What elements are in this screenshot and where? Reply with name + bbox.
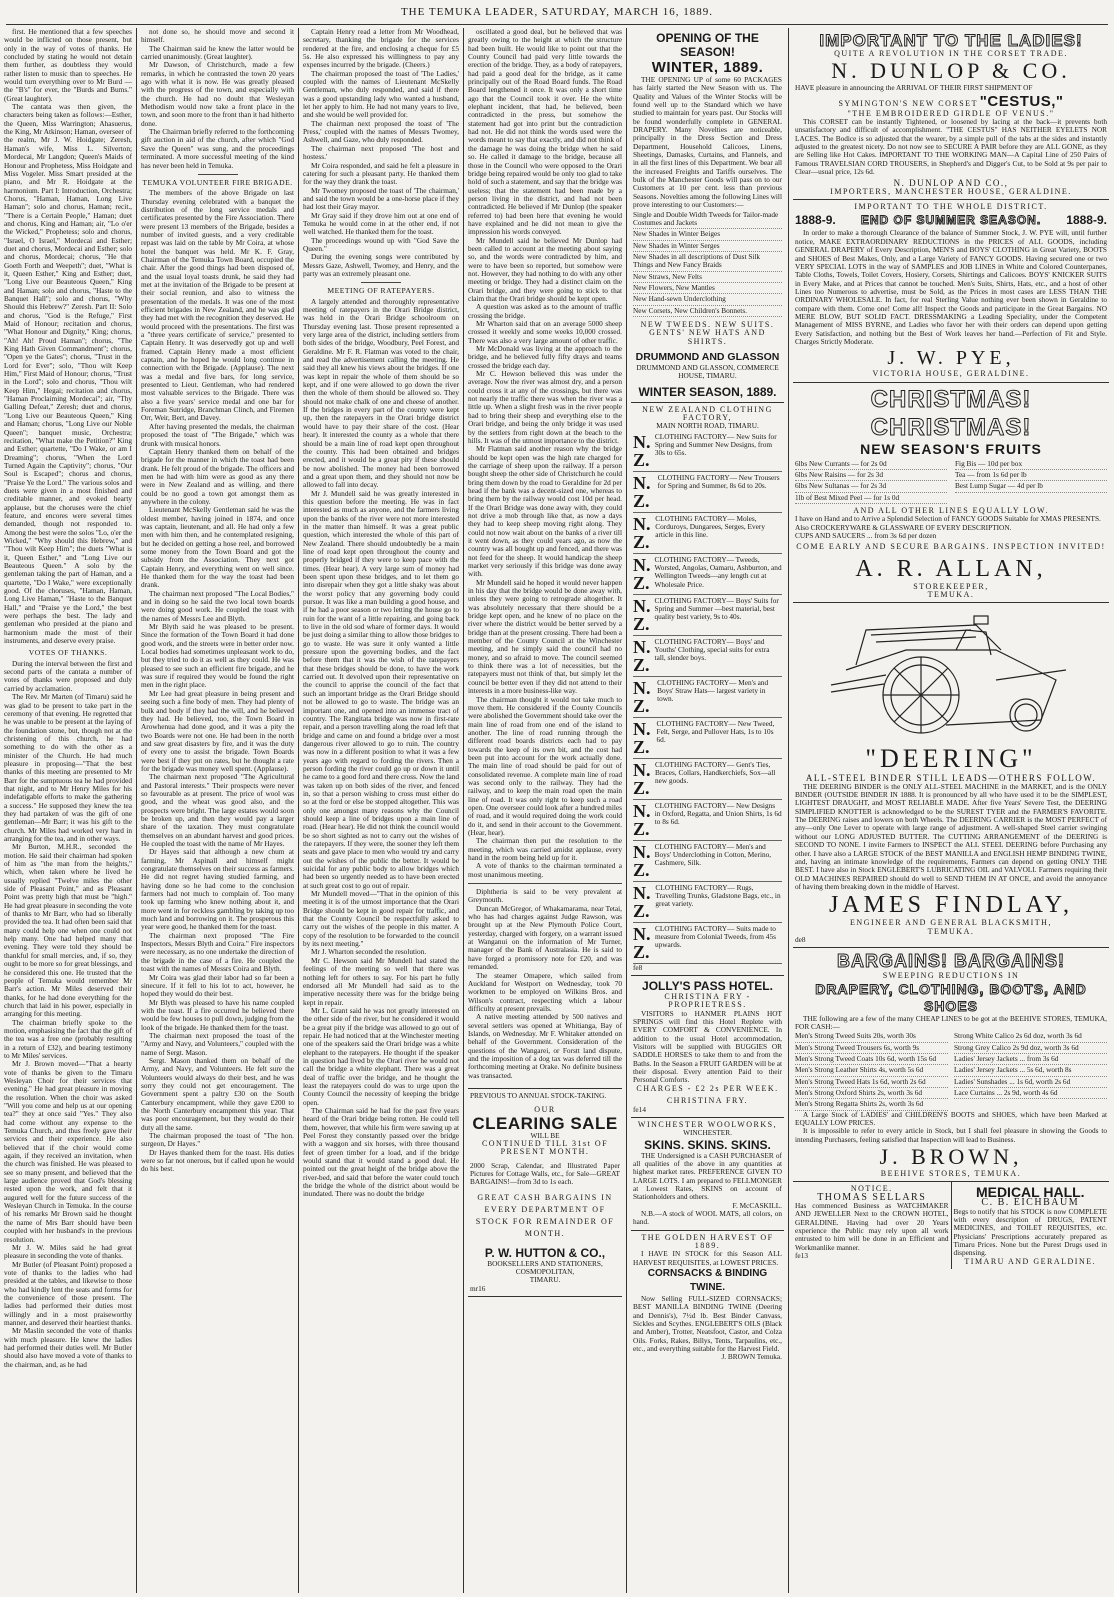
price-column	[955, 459, 1107, 504]
paragraph: Mr Twomey proposed the toast of 'The chairman,' and said the town would be a one-horse place if they had lost their Gray mayor.	[303, 185, 459, 212]
ad-title: JOLLY'S PASS HOTEL.	[642, 979, 773, 994]
price-column	[795, 1031, 948, 1110]
paragraph: The chairman next proposed "The Fire Inspectors, Messrs Blyth and Coira." Fire inspectors were necessary, as no one undertake the direction of the brigade in the case of a fire. He coupled the toast with the names of Messrs Coira and Blyth.	[141, 930, 294, 974]
price-row: Men's Strong Oxford Shirts 2s, worth 3s 6d	[795, 1088, 948, 1099]
ad-title: IMPORTANT TO THE LADIES!	[819, 31, 1083, 50]
ad-title: NOTICE.	[850, 1184, 893, 1194]
allan-christmas-ad	[793, 382, 1109, 603]
paragraph: The Chairman said he knew the latter would be carried unanimously. (Great laughter).	[141, 43, 294, 62]
advertiser-name: JAMES FINDLAY,	[828, 892, 1074, 919]
paragraph: The Chairman briefly referred to the forthcoming gift auction in aid of the church, after which "God Save the Queen" was sung, and the proceedings terminated. A more successful meeting of the kind has never been held in Temuka.	[141, 127, 294, 170]
paragraph: During the interval between the first and second parts of the cantata a number of votes of thanks were proposed and duly carried by acclamation.	[4, 658, 132, 693]
factory-item: N. Z. CLOTHING FACTORY— Boys' Suits for Spring and Summer —best material, best quality best variety, 9s to 40s.	[633, 595, 782, 636]
paragraph: Mr Blyth was pleased to have his name coupled with the toast. If a fire occurred he believed there would be few houses to pull down, judging from the look of the brigade. He thanked them for the toast.	[141, 997, 294, 1032]
paragraph: Lieutenant McSkelly Gentleman said he was the oldest member, having joined in 1874, and once was captain, lieutenant, and all. He had only a few men with him then, and he contemplated resigning, but he decided on getting a hose reel, and borrowed some money from the Town Board and got the subsidy from the Association. They next got Captain Henry, and everything went on well since. He thanked them for the way the toast had been drank.	[141, 505, 294, 590]
price-row: Ladies' Sunshades ... 1s 6d, worth 2s 6d	[954, 1077, 1107, 1088]
advertiser-name: P. W. HUTTON & CO.,	[484, 1245, 606, 1260]
ad-body: It is impossible to refer to every article in Stock, but I shall feel pleasure in showing the Goods to intending Purchasers, feeling satisfied that Inspection will lead to Business.	[795, 1126, 1107, 1144]
paragraph: Captain Henry read a letter from Mr Woodhead, secretary, thanking the brigade for the services rendered at the fire, and enclosing a cheque for £5 5s. He also expressed his willingness to pay any expenses incurred by the brigade. (Cheers.)	[303, 28, 459, 70]
paragraph: A vote of thanks to the chairman terminated a most unanimous meeting.	[468, 861, 622, 879]
column-rule	[626, 28, 627, 1593]
ad-body: This CORSET can be instantly Tightened, or loosened by lacing at the back—it prevents both unsatisfactory and difficult of accomplishment. "THE CESTUS" HAS NEITHER EYELETS NOR LACES. The Bodice is so adjusted that the wearer, by a simple pull of the tabs at the sides and instantly adjusted to the greatest nicety. Do not now see to SECURE A PAIR before they are ALL GONE, as they are Selling like Hot Cakes. IMPORTANT TO THE WORKING MAN—A Capital Line of 250 Pairs of Famous TRAVELSIAN CORD TROUSERS, in Shepherd's and Digger's Cut, to be Sold at 9s per pair to Clear—usual price, 12s 6d.	[795, 117, 1107, 177]
section-heading: TEMUKA VOLUNTEER FIRE BRIGADE.	[142, 177, 293, 187]
ad-title: MEDICAL HALL.	[975, 1184, 1085, 1201]
paragraph: The chairman thought it would not take much to move them. He considered if the County Councils were abolished the Government should take over the main line of road from one end of the island to another. The line of road running through the different road boards districts each had to pay towards the keep of its own bit, and the cost had been put into account for the work actually done. The main line of road should be paid for out of consolidated revenue. A complete main line of road was second only to the railway. They had the railway, and to keep the main road open the main line of road. It was only right to keep such a road open. One overseer could look after a hundred miles of road, and it would required doing the work could do it, and send in their account to the Government. (Hear, hear).	[468, 694, 622, 837]
column-rule	[788, 28, 789, 1593]
ad-line: GREAT CASH BARGAINS IN EVERY DEPARTMENT OF STOCK FOR REMAINDER OF MONTH.	[475, 1192, 615, 1238]
factory-item: N. Z. CLOTHING FACTORY— Men's and Boys' Underclothing in Cotton, Merino, Cashmere, Silk.	[633, 841, 782, 882]
paragraph: Mr Mundell said he believed Mr Dunlop had been called to account at the meeting about saying so, and the words were contradicted by him, and were to have been so reported, but somehow were not. However, they had nothing to do with any other meeting or bridge. They had a distinct claim on the Orari bridge, and they were going to stick to that claim that the Orari bridge should be kept open.	[468, 235, 622, 303]
ad-line: STOREKEEPER,	[913, 581, 989, 591]
list-item: New Flowers, New Mantles	[633, 283, 782, 294]
ad-line: IMPORTERS, MANCHESTER HOUSE, GERALDINE.	[830, 186, 1072, 196]
ad-line: ALL-STEEL BINDER STILL LEADS—OTHERS FOLLOW.	[805, 773, 1097, 784]
paragraph: Mr Lee had great pleasure in being present and seeing such a fine body of men. They had plenty of bulk and body if they had the will, and he believed they had. He believed, too, the Town Board in Arowhenua had done good, and it was a pity the two Boards were not one. He had been in the north and saw great disasters by fire, and it was the duty of every one to assist the brigade. Town Boards were best if they put on rates, but he thought a rate for the brigade was money well spent. (Applause).	[141, 688, 294, 773]
ad-title: THE GOLDEN HARVEST OF 1889.	[641, 1232, 774, 1250]
section-heading: VOTES OF THANKS.	[28, 648, 108, 658]
price-column	[954, 1031, 1107, 1110]
price-row: 1lb of Best Mixed Peel — for 1s 0d	[795, 493, 947, 504]
ad-body: VISITORS to HANMER PLAINS HOT SPRINGS will find this Hotel Replete with EVERY COMFORT & CONVENIENCE. In addition to the usual Hotel accommodation, Visitors will be supplied with BUGGIES OR SADDLE HORSES to take them to and from the Baths. In the Season a FRUIT GARDEN will be at their disposal. Every attention Paid to their Personal Comforts.	[633, 1008, 782, 1085]
ad-line: TIMARU.	[529, 1275, 561, 1285]
masthead-rule	[6, 24, 1108, 25]
ad-body: Begs to notify that his STOCK is now COMPLETE with every description of DRUGS, PATENT MEDICINES, and TOILET REQUISITES, etc. Physicians' Prescriptions accurately prepared as Timaru Prices. None but the Purest Drugs used in dispensing.	[953, 1206, 1107, 1258]
ad-body: I HAVE IN STOCK for this Season ALL HARVEST REQUISITES, at LOWEST PRICES.	[633, 1249, 782, 1267]
paragraph: not done so, he should move and second it himself.	[141, 28, 294, 45]
price-row: Lace Curtains ... 2s 9d, worth 4s 6d	[954, 1088, 1107, 1099]
paragraph: The chairman next proposed the toast of 'The Press,' coupled with the names of Messrs Twomey, Ashwell, and Gaze, who duly responded.	[303, 118, 459, 145]
ad-line: CHRISTINA FRY.	[666, 1096, 749, 1106]
factory-item: N. Z. CLOTHING FACTORY— Gent's Ties, Braces, Collars, Handkerchiefs, Sox—all new goods.	[633, 759, 782, 800]
ad-code: fe8	[633, 962, 643, 972]
paragraph: oscillated a good deal, but he believed that was greatly owing to the height at which the structure had been built. He would like to point out that the County Council had paid very little towards the erection of the bridge. They, as a body of ratepayers, had paid a good deal for the bridge, as it came principally out of the Road Board funds. The Road Board lengthened it once. It was only a short time ago that the Council took it over. He the white elephant incident, that had, he believed, been contradicted in the press, but somehow the statement had got into print but the contradiction had not. He did not think the words used were the words meant to say that exactly, and did not think of the damage he was doing the bridge when he said so. He called it damage to the bridge, because all those in the Council who were opposed to the Orari bridge being repaired would be only too glad to take hold of such a statement, and say that the bridge was useless; that the statement had been made by a person living in the district, and had not been contradicted. He believed if Mr Dunlop (the speaker referred to) had been here that evening he would have explained and he did not mean to give the impression his words conveyed.	[468, 28, 622, 237]
ad-line: AND ALL OTHER LINES EQUALLY LOW.	[853, 506, 1049, 515]
price-row: Strong White Calico 2s 6d doz, worth 3s 6d	[954, 1031, 1107, 1042]
advertiser-name: DRUMMOND AND GLASSON	[635, 350, 780, 363]
ad-line: WILL BE	[530, 1130, 560, 1140]
advertiser-name: C. B. EICHBAUM	[981, 1197, 1080, 1209]
price-row: Men's Strong Tweed Suits 20s, worth 30s	[795, 1031, 948, 1042]
ad-body: A Large Stock of LADIES' and CHILDREN'S BOOTS and SHOES, which have been Marked at EQUALLY LOW PRICES.	[795, 1109, 1107, 1128]
reaper-binder-illustration	[826, 610, 1076, 740]
news-item: Diphtheria is said to be very prevalent at Greymouth.	[468, 887, 622, 905]
ad-code: fe13	[795, 1251, 808, 1261]
paragraph: The chairman next proposed 'The host and hostess.'	[303, 143, 459, 162]
advertiser-name: J. BROWN,	[879, 1144, 1023, 1170]
factory-item: N. Z. CLOTHING FACTORY— Rugs, Travelling Trunks, Gladstone Bags, etc., in great variety.	[633, 882, 781, 921]
novelty-list	[633, 210, 782, 317]
paragraph: The Chairman said he had for the past five years heard of the Orari bridge being rotten. He could tell them, however, that while his firm were sawing up at Peel Forest they constantly passed over the bridge with a waggon and six horses, with three thousand feet of green timber for a load, and if the bridge would stand that it would stand a good deal. He pointed out the great height of the bridge above the river-bed, and said that before the water could touch the bridge the whole of the district about would be inundated. There was no doubt the bridge	[303, 1106, 459, 1199]
list-item: New Corsets, New Children's Bonnets.	[633, 306, 782, 317]
paragraph: The chairman next proposed the toast of the "Army and Navy, and Volunteers," coupled with the name of Sergt. Mason.	[141, 1030, 294, 1057]
ad-line: TEMUKA.	[927, 926, 975, 936]
ad-line: SWEEPING REDUCTIONS IN	[882, 971, 1020, 981]
price-row: Tea — from 1s 6d per lb	[955, 470, 1107, 481]
column-rule	[463, 28, 464, 1593]
paragraph: Mr Wharton said that on an average 5000 sheep crossed it weekly and some weeks 10,000 crossed. There was also a very large amount of other traffic.	[468, 319, 622, 345]
price-row: Men's Strong Tweed Hats 1s 6d, worth 2s 6d	[795, 1077, 948, 1088]
ad-code: de8	[795, 934, 806, 944]
price-row: Best Lump Sugar — 4d per lb	[955, 481, 1107, 492]
ad-body: THE following are a few of the many CHEAP LINES to be got at the BEEHIVE STORES, TEMUKA, FOR CASH:—	[795, 1013, 1107, 1031]
ad-line: CHRISTINA FRY - PROPRIETRESS.	[664, 992, 751, 1010]
ad-line: 2000 Scrap, Calendar, and Illustrated Paper Pictures for Cottage Walls, etc., for Sale—GREAT BARGAINS!—from 3d to 1s each.	[470, 1160, 620, 1187]
woolworks-ad	[631, 1117, 784, 1230]
ad-line: "THE EMBROIDERED GIRDLE OF VENUS."	[847, 108, 1055, 118]
list-item: New Shades in Winter Beiges	[633, 229, 782, 240]
price-row: Men's Strong Tweed Trousers 6s, worth 9s	[795, 1043, 948, 1054]
ad-title: WINTER SEASON, 1889.	[638, 384, 777, 399]
divider	[468, 883, 622, 884]
ad-title: "DEERING"	[865, 744, 1037, 774]
factory-item: N. Z. CLOTHING FACTORY— New Trousers for Spring and Summer, 8s 6d to 20s.	[633, 472, 782, 513]
price-row: Men's Strong Leather Shirts 4s, worth 5s 6d	[795, 1065, 948, 1076]
paragraph: After having presented the medals, the chairman proposed the toast of "The Brigade," which was drunk with musical honors.	[141, 421, 294, 448]
column-rule	[136, 28, 137, 1593]
paragraph: Mr L. Grant said he was not greatly interested on the other side of the river, but he considered it would be a great pity if the bridge was allowed to go out of repair. He had noticed that at the Winchester meeting one of the speakers said the Orari bridge was a white elephant to the ratepayers. He thought if the speaker in question had lived by the Orari river he would not call the bridge a white elephant. There was a great deal of traffic over the bridge, and he thought the least the ratepayers could do was to urge upon the County Council the necessity of keeping the bridge open.	[303, 1005, 459, 1107]
paragraph: Mr Flatman said another reason why the bridge should be kept open was the high rate charged for the carriage of sheep upon the railway. If a person bought sheep the other side of Christchurch he could bring them down by the road to Geraldine for 2d per head if the bank was a decent-sized one, whereas to bring them by the railway would cost 10d per head. If the Orari Bridge was done away with, they could not drive a mob through like that, as now a days they had to keep sheep moving right along. They could not now wait about on the banks of a river till it went down, as they could years ago, as now the country was all bought up and fenced, and there was not feed for the sheep. It would handicap the sheep market very seriously if this bridge was done away with.	[468, 444, 622, 579]
paragraph: Mr Blyth said he was pleased to be present. Since the formation of the Town Board it had done good work, and the streets were in better order now. Local bodies had sometimes unpleasant work to do, but they tried to do it as well as they could. He was pleased to see such an efficient fire brigade, and he was sure if required they would be found the right men in the right place.	[141, 622, 294, 690]
paragraph: The chairman next proposed "The Agricultural and Pastoral interests." Their prospects were never so favourable as at present. The price of wool was good, and the wheat was good also, and the prospects were bright. The large estates would soon be broken up, and then they would pay a larger share of the taxation. They must congratulate themselves on an abundant harvest and good prices. He coupled the toast with the name of Mr Hayes.	[141, 772, 294, 848]
ad-line: BEEHIVE STORES, TEMUKA.	[880, 1169, 1022, 1179]
deering-binder-ad	[793, 602, 1109, 947]
factory-item: N. Z. CLOTHING FACTORY— New Designs in Oxford, Regatta, and Union Shirts, 1s 6d to 8s 6d.	[633, 800, 782, 839]
advertiser-name: N. DUNLOP & CO.	[831, 58, 1071, 84]
sellars-notice-ad	[793, 1182, 952, 1269]
paragraph: The cantata was then given, the characters being taken as follows:—Esther, the Queen, Miss Warrington; Ahasuerus, the King, Mr Atkinson; Haman, overseer of the realm, Mr J. W. Hoidgate; Zeresh, Haman's wife, Miss L. Silverton; Mordecai, Mr Langdon; Queen's Maids of Honour and Prophetess, Miss Hoidgate and Miss Vogeler. Miss Smart presided at the piano, and Mr R. Hoidgate at the harmonium. Part I: Introduction, Orchestra; Chorus, "Haman, Haman, Long Live Haman"; solo and chorus, Haman; recit., "There is a Certain People," Haman; duet and chorus, King and Haman; air, "Lo o'er the Wicked," Prophetess; solo and chorus, "Israel, O Israel," Mordecai and Esther; duet and chorus, Mordecai and Esther; solo and chorus, Mordecai; chorus, "He that Goeth Forth and Weepeth"; duet, "What is it, Queen Esther," King and Esther; duet, "Long Live our Beauteous Queen," King and Haman; solo and chorus, "Haste to the Banquet Hall"; solo and chorus, "Why Should this Hebrew?" Zeresh. Part II: Solo and chorus, "God is the Refuge," First Maid of Honour; recitation and chorus, "What Honour and Dignity," King; chorus, "Ah! Ah! Proud Haman"; chorus, "The King Hath Given Commandment"; chorus, "Open ye the Gates"; chorus, "Trust in the Lord for Ever"; solo, "Thou wilt Keep Him," First Maid of Honour; chorus, "Trust in the Lord"; solo and chorus, "Thou wilt Keep Him," Hegai; recitation and chorus, "Haman Proclaiming Mordecai"; air, "Thy Galling Defeat," Zeresh; duet and chorus, "Long Live our Beauteous Queen," King and Haman; chorus, "Long Live our Noble Queen"; banquet music, Orchestra; recitation, "What make the Petition?" King and Esther; quartette, "Do I Wake, or am I Dreaming"; chorus, "When the Lord Turned Again the Captivity"; chorus, "Our Soul is Escaped"; chorus and chorus, "Praise Ye the Lord." The various solos and duets were given in a most finished and creditable manner, and evoked hearty applause, but the choruses were the chief feature, and encores were several times demanded, though not responded to. Among the best were the solos "Lo, o'er the Wicked," "Why should this Hebrew," and "Thou wilt Keep Him"; the duets "What is it, Queen Esther," and "Long Live our Beauteous Queen." A solo by the gentleman taking the part of Haman, and a quartette, "Do I Wake," were exceptionally good. Of the choruses, "Haman, Haman, Long Live Haman," "Haste to the Banquet Hall," and "Praise ye the Lord," the best were perhaps the best. The lady and gentleman who presided at the piano and harmonium made the most of their instruments, and deserve every praise.	[4, 102, 132, 646]
jollys-hotel-ad	[631, 975, 784, 1117]
ad-title: CORNSACKS & BINDING TWINE.	[647, 1268, 768, 1293]
price-row: Ladies' Jersey Jackets ... 5s 6d, worth 8s	[954, 1065, 1107, 1076]
price-row: Ladies' Jersey Jackets ... from 3s 6d	[954, 1054, 1107, 1065]
ad-line: SYMINGTON'S NEW CORSET "CESTUS,"	[838, 92, 1064, 110]
harvest-ad	[631, 1230, 784, 1365]
ad-title: NEW SEASON'S FRUITS	[860, 440, 1042, 457]
price-row: Men's Strong Regatta Shirts 2s, worth 3s 6d	[795, 1099, 948, 1110]
factory-item: N. Z. CLOTHING FACTORY— Boys' and Youths' Clothing, special suits for extra tall, slender boys.	[633, 636, 782, 677]
clearing-sale-ad	[468, 1088, 622, 1297]
ad-line: MAIN NORTH ROAD, TIMARU.	[656, 421, 759, 431]
ad-line: VICTORIA HOUSE, GERALDINE.	[872, 369, 1030, 379]
ad-line: CONTINUED TILL 31st OF PRESENT MONTH.	[481, 1139, 609, 1157]
ad-line: Also CROCKERYWARE & GLASSWARE OF EVERY DESCRIPTION.	[795, 522, 1012, 532]
paragraph: A question was asked as to the amount of traffic crossing the bridge.	[468, 302, 622, 320]
ad-body: Has commenced Business as WATCHMAKER AND JEWELLER Next to the CROWN HOTEL, GERALDINE. Having had over 20 Years experience the Public may rely upon all work entrusted to him will be done in an Efficient and Workmanlike manner.	[795, 1201, 949, 1252]
ad-line: F. McCASKILL.	[732, 1200, 782, 1210]
ad-line: TEMUKA.	[927, 590, 975, 600]
factory-item: N. Z. CLOTHING FACTORY— New Suits for Spring and Summer New Designs, from 30s to 65s.	[633, 431, 782, 472]
list-item: New Straws, New Felts	[633, 272, 782, 283]
ad-line: PREVIOUS TO ANNUAL STOCK-TAKING.	[470, 1090, 607, 1100]
advertiser-name: A. R. ALLAN,	[855, 555, 1047, 582]
clearing-sale-title: CLEARING SALE	[472, 1113, 618, 1133]
paragraph: Mr McDonald was living at the approach to the bridge, and he believed fully fifty drays and teams crossed the bridge each day.	[468, 344, 622, 370]
masthead: THE TEMUKA LEADER, SATURDAY, MARCH 16, 1889.	[400, 6, 714, 18]
paragraph: The members of the above Brigade on last Thursday evening celebrated with a banquet the distribution of the long service medals and certificates presented by the Fire Association. There were present 13 members of the Brigade, besides a number of invited guests, and a very creditable repast was laid on the table by Mr Coira, at whose hotel the banquet was held. Mr K. F. Gray, Chairman of the Temuka Town Board, occupied the chair. After the good things had been disposed of, and the usual loyal toasts drunk, he said they had met at the invitation of the Brigade to be present at their social reunion, and also to witness the presentation of the medals. It was one of the most efficient brigades in New Zealand, and he was glad they had met with the recognition they deserved. He would proceed with the presentations. The first was a "three years certificate of service," presented to Captain Henry. It was deservedly got up and well framed. Captain Henry made a most efficient captain, and he hoped he would long continue in connection with the Brigade. (Applause). The next was a medal and five bars, for long service, presented to Lieut. Gentleman, who had rendered most valuable services to the Brigade. There was also a five years' service medal and one bar for Foreman Sutridge, Branchman Clinch, and Firemen Orr, Weir, Bert, and Davey.	[141, 188, 294, 423]
paragraph: During the evening songs were contributed by Messrs Gaze, Ashwell, Twomey, and Henry, and the party was an extremely pleasant one.	[303, 252, 459, 278]
paragraph: Mr C. Hewson said Mr Mundell had stated the feelings of the meeting so well that there was nothing left for others to say. For his part he fully endorsed all Mr Mundell had said as to the imperative necessity there was for the bridge being kept in repair.	[303, 955, 459, 1007]
paragraph: Mr C. Hewson believed this was under the average. Now the river was almost dry, and a person could cross it at any of the crossings, but there was not nearly the traffic there was when the river was a little up. When a slight fresh was in the river people had to bring their sheep and everything else to the Orari bridge, and being the only bridge it was used by the settlers from right down at the beach to the hills. It was of the utmost importance to the district.	[468, 369, 622, 445]
paragraph: Dr Hayes said that although a new chum at farming, Mr Aspinall and himself might congratulate themselves on their success as farmers. He did not regret having studied farming, and having done so he had come to the conclusion farmers had not much to complain of. Too many took up farming who knew nothing about it, and more went in for reckless gambling by taking up too much land and borrowing on it. The prosperous this year were good, he thanked them for the toast.	[141, 847, 294, 932]
column-1	[4, 28, 132, 1588]
opening-season-ad	[631, 28, 784, 402]
ad-line: COME EARLY AND SECURE BARGAINS. INSPECTION INVITED!	[796, 542, 1106, 552]
paragraph: The Rev. Mr Marten (of Timaru) said he was glad to be present to take part in the ceremony of that evening. He regretted that he was unable to be present at the laying of the foundation stone, but, though not at the christening of this church, he had something to do with the other as a minister of the Church. He had much pleasure in proposing—"That the best thanks of this meeting are presented to Mr Barr for the sumptuous tea he had provided that night, and to Mr Henry Miles for his indefatigable efforts to make the gathering a success." He supposed they knew the tea they had partaken of was the gift of one gentleman—Mr Barr; it was his gift to the church. Mr Miles had worked very hard in arranging for the tea, and in other ways.	[4, 692, 132, 843]
paragraph: Mr Mundell said he hoped it would never happen in his day that the bridge would be done away with, unless they were going to retrograde altogether. It was absolutely necessary that there should be a bridge kept open, and he knew of no place on the river where the district would be better served by a bridge than at the present crossing. There had been a member of the County Council at the Winchester meeting, and he simply said the council had no money, and so afraid to move. The council seemed to think there was a lot of necessities, but the ratepayers must not think of that, but simply let the council be better even if they did not attend to their interests in a more business-like way.	[468, 577, 622, 696]
paragraph: Mr Butler (of Pleasant Point) proposed a vote of thanks to the ladies who had presided at the tables, and likewise to those who had kindly lent the seats and forms for the convenience of those present. The ladies had performed their duties most willingly and in a most praiseworthy manner, and deserved their heartiest thanks.	[4, 1259, 132, 1327]
column-6	[793, 28, 1109, 1588]
divider	[361, 282, 401, 283]
ad-title: OPENING OF THE SEASON!	[656, 31, 759, 59]
ad-line: NEW TWEEDS. NEW SUITS. GENTS' NEW HATS AND SHIRTS.	[640, 319, 775, 346]
paragraph: The proceedings wound up with "God Save the Queen."	[303, 235, 459, 253]
list-item: New Shades in all descriptions of Dust Silk Things and New Fancy Braids	[633, 252, 782, 272]
ad-title: WINTER, 1889.	[651, 59, 764, 76]
paragraph: Mr J. W. Miles said he had great pleasure in seconding the vote of thanks.	[4, 1242, 132, 1261]
paragraph: Mr Mundell moved—"That in the opinion of this meeting it is of the utmost importance that the Orari Bridge should be kept in good repair for traffic, and that the County Council be respectfully asked to carry out the wishes of the people in this matter. A copy of the resolution to be forwarded to the council by its next meeting."	[303, 889, 459, 949]
ad-body: In order to make a thorough Clearance of the balance of Summer Stock, J. W. PYE will, until further notice, MAKE EXTRAORDINARY REDUCTIONS in the PRICES of ALL GOODS, including GENERAL DRAPERY of Every Description, MEN'S and BOYS' CLOTHING in Great Variety, BOOTS and SHOES of Best Makes, Only, and a Large Variety of FANCY GOODS. Having secured one or two VERY SPECIAL LOTS in the way of SAMPLES and JOB LINES in White and Colored Counterpanes, Table Cloths, Towels, Toilet Covers, Hosiery, Corsets, Shirtings and Calicoes. BOYS' KNICKER SUITS in Every Make, and at Prices that cannot be touched. Men's Suits, Shirts, Hats, etc., and a host of other Lines too Numerous to advertise, must be Sold, as the Prices in most cases are LESS THAN THE ORDINARY WHOLESALE. In fact, for real Sterling Value nothing ever been shown in Geraldine to compare with them. Come one! Come all! Inspect the Goods and participate in the Great Bargains. NO MERE BLOW, BUT SOLID FACT. DRESSMAKING a Leading Speciality, under the Competent Management of MISS BYRNE, and Ladies who favor her with their orders can depend upon getting Every Satisfaction, and nothing but the Best of Work leaves her hand.—Perfection of Fit and Style. Charges Strictly Moderate.	[795, 228, 1107, 346]
ad-body: THE OPENING UP of some 60 PACKAGES has fairly started the New Season with us. The Quality and Values of the Winter Stocks will be found well up to the Standard which we have studied to maintain for years past. Our Stocks will be found wonderfully complete in GENERAL DRAPERY. Many Novelties are noticeable, principally in the Dress Section and Dress Department, Household Calicoes, Linens, Sheetings, Damasks, Curtains, and Flannels, and in all the first lines of this Department. We bear all the increased Freights and Tariffs ourselves. The bulk of the Manchester Goods will pass on to our Customers at 10 per cent. less than previous Seasons. Novelties among the following Lines will prove interesting to our Customers:—	[633, 75, 782, 210]
ad-line: TIMARU AND GERALDINE.	[964, 1256, 1097, 1266]
price-row: 6lbs New Raisins — for 2s 3d	[795, 470, 947, 481]
paragraph: first. He mentioned that a few speeches would be inflicted on those present, but only in the way of votes of thanks. He concluded by stating he would not detain them further, as doubtless they would rather listen to music than to speeches. He would turn everything over to Mr Burd —the "B's" for ever, the "Burds and Bums." (Great laughter).	[4, 28, 132, 103]
factory-item: N. Z. CLOTHING FACTORY— New Tweed, Felt, Serge, and Pullover Hats, 1s to 10s 6d.	[633, 718, 782, 759]
ad-line: HAVE pleasure in announcing the ARRIVAL OF THEIR FIRST SHIPMENT OF	[795, 83, 1033, 93]
paragraph: The chairman proposed the toast of 'The Ladies,' coupled with the names of Lieutenant McSkelly Gentleman, who duly responded, and said if there was a good upstanding lady who wanted a husband, let her apply to him. He had not many years to live, and she would be well provided for.	[303, 68, 459, 120]
section-heading: MEETING OF RATEPAYERS.	[327, 286, 435, 296]
price-row: Strong Grey Calico 2s 9d doz, worth 3s 6d	[954, 1043, 1107, 1054]
ad-body: THE DEERING BINDER is the ONLY ALL-STEEL MACHINE in the MARKET, and is the ONLY BINDER (OUTSIDE BINDER IN 1888. It is pronounced by all who have used it to be the SIMPLEST, LIGHTEST DRAUGHT, and MOST RELIABLE MADE. After five Years' Severe Test, the DEERING SIMPLIFIED KNOTTER is acknowledged to be the SUREST TYER and the FARMER'S FAVORITE. The DEERING raises and lowers on both Wheels. The DEERING CARRIER is the MOST PERFECT of any—only One Lever to operate with large range of adjustment. A well-shaped Steel carrier swinging without our LONG ADJUSTED BUTTER. The CUTTING ARRANGEMENT of the DEERING is SECOND TO NONE. I invite Farmers to INSPECT the ALL STEEL DEERING before Purchasing any other. I have also a LARGE STOCK of the BEST MANILLA and ENGLISH HEMP BINDING TWINE, and, having an intimate knowledge of the requirements, Farmers can depend on getting ONLY THE BEST. I have also in Stock ENGLEBERT'S LUBRICATING OIL and VALVOLI. Farmers requiring their OLD MACHINES REPAIRED should do well to SEND THEM IN AT ONCE, and avoid the annoyance of having them breaking down in the middle of Harvest.	[795, 781, 1107, 891]
list-item: New Shades in Winter Serges	[633, 241, 782, 252]
paragraph: Mr Coira responded, and said he felt a pleasure in catering for such a pleasant party. He thanked them for the way they drank the toast.	[303, 160, 459, 187]
ad-line: DRUMMOND AND GLASSON, COMMERCE HOUSE, TIMARU.	[636, 362, 779, 381]
factory-item: N. Z. CLOTHING FACTORY— Men's and Boys' Straw Hats— largest variety in town.	[633, 677, 782, 718]
ad-title: WINCHESTER WOOLWORKS,	[637, 1119, 778, 1129]
dunlop-corset-ad	[793, 28, 1109, 199]
bargain-price-list	[795, 1031, 1107, 1110]
ad-title: SKINS. SKINS. SKINS.	[644, 1137, 771, 1152]
factory-item: N. Z. CLOTHING FACTORY— Moles, Corduroys, Dungarees, Serges, Every article in this line.	[633, 513, 782, 554]
paragraph: Mr Coira was glad their labor had so far been a sinecure. If it fell to his lot to act, however, he hoped they would do their best.	[141, 972, 294, 999]
paragraph: The chairman next proposed "The Local Bodies," and in doing so he said the two local town boards were doing good work. He coupled the toast with the names of Messrs Lee and Blyth.	[141, 588, 294, 623]
price-row: 6lbs New Sultanas — for 2s 3d	[795, 481, 947, 492]
paragraph: Mr J. Brown moved—"That a hearty vote of thanks be given to the Timaru Wesleyan Choir for their services that evening." He had great pleasure in moving the resolution. When the choir was asked "Will you come and help us at our opening tea?" they at once said "Yes." They also had come without any expense to the Temuka Church, and thus freely gave their services and their experience. He also believed that if the choir would come again, if they received an invitation, when the church was finished. He was pleased to see so many present, and believed that the large audience proved that God's blessing rested upon the work, and felt that it augured well for the future success of the Wesleyan Church in Temuka. In the course of his remarks Mr Brown said he thought the name of Mrs Barr should have been coupled with her husband's in the previous resolution.	[4, 1059, 132, 1244]
season-heading: 1888-9. END OF SUMMER SEASON. 1888-9.	[795, 213, 1107, 228]
news-item: A native meeting attended by 500 natives and several settlers was opened at Whitianga, Bay of Islands, on Wednesday. Mr F. Whitaker attended on behalf of the Government. Consideration of the questions of the Wangarei, or Forstt land dispute, and the imposition of a dog tax was deferred till the forthcoming meeting at Orake. No definite business was transacted.	[468, 1012, 622, 1080]
fruit-price-list	[795, 459, 1107, 504]
advertiser-name: N. DUNLOP AND CO.,	[893, 178, 1009, 189]
ad-line: ENGINEER AND GENERAL BLACKSMITH,	[850, 918, 1052, 928]
divider	[198, 174, 238, 175]
ad-line: CUPS AND SAUCERS ... from 3s 6d per dozen	[795, 531, 937, 541]
price-column	[795, 459, 947, 504]
ad-title: NEW ZEALAND CLOTHING FACTORY,	[642, 404, 773, 422]
ad-code: fe14	[633, 1104, 646, 1114]
paragraph: Mr Burton, M.H.R., seconded the motion. He said their chairman had spoken of him as "the man from the heights," which, when taken where he lived he usually replied "Twelve miles the other side of Pleasant Point," and as Pleasant Point was pretty high that must be "high." He had great pleasure in seconding the vote of thanks to Mr Barr, who had so liberally provided the tea. It had often been said that many could help one when one could not help many. One had helped many that evening. They were told they should be thankful for small mercies, and, if so, they ought to be more so for great blessings, and he considered this one. He trusted that the people of Temuka would remember Mr Barr's action. Mr Miles deserved their thanks, for he had done everything for the church that laid in his power, especially in arranging for this meeting.	[4, 842, 132, 1019]
ad-body: N.B.—A stock of WOOL MATS, all colors, on hand.	[633, 1208, 782, 1227]
list-item: Single and Double Width Tweeds for Tailor-made Costumes and Jackets	[633, 210, 782, 230]
advertiser-name: THOMAS SELLARS	[817, 1191, 927, 1203]
news-item: The steamer Omapere, which sailed from Auckland for Westport on Wednesday, took 70 workmen to be employed on Wilkins Bros. and Wilson's contract, respecting which a labour difficulty at present prevails.	[468, 970, 622, 1013]
ad-line: CHARGES - £2 2s PER WEEK.	[636, 1083, 779, 1093]
paragraph: Mr Gray said if they drove him out at one end of Temuka he would come in at the other end, if not well watched. He thanked them for the toast.	[303, 210, 459, 237]
ad-title: CHRISTMAS! CHRISTMAS!	[870, 385, 1032, 441]
price-row: 6lbs New Currants — for 2s 0d	[795, 459, 947, 470]
ad-line: BOOKSELLERS AND STATIONERS, COSMOPOLITAN,	[487, 1258, 603, 1277]
ad-title: IMPORTANT TO THE WHOLE DISTRICT.	[854, 202, 1048, 212]
paragraph: Dr Hayes thanked them for the toast. His duties were so far not onerous, but if called upon he would do his best.	[141, 1147, 294, 1174]
ad-body: Now Selling FULL-SIZED CORNSACKS; BEST MANILLA BINDING TWINE (Deering and Dennis's), 7½d lb. Best Binder Canvass, Sickles and Scythes. ENGLEBERT'S OILS (Black and Amber), Trotter, Neatsfoot, Castor, and Colza Oils. Forks, Rakes, Billys, Tents, Tarpaulins, etc., etc., and everything suitable for the Harvest Field.	[633, 1294, 782, 1354]
column-4	[468, 28, 622, 1588]
list-item: New Hand-sewn Underclothing	[633, 294, 782, 305]
medical-hall-ad	[952, 1182, 1110, 1269]
paragraph: Captain Henry thanked them on behalf of the brigade for the manner in which the toast had been drank. He felt proud of the brigade. The officers and men he had with him were as good as any there were in New Zealand and as willing, and there could be no good a town got amongst them as anywhere in the colony.	[141, 446, 294, 506]
ad-line: WINCHESTER.	[683, 1128, 732, 1138]
paragraph: The chairman briefly spoke to the motion, emphasising the fact that the gift of the tea was a free one (probably resulting in a return of £32), and bearing testimony to Mr Miles' services.	[4, 1017, 132, 1060]
column-2	[141, 28, 294, 1588]
ad-code: mr16	[470, 1283, 486, 1293]
ad-title: DRAPERY, CLOTHING, BOOTS, AND SHOES	[815, 980, 1087, 1014]
paragraph: Mr J. Mundell said he was greatly interested in this question before the meeting. He was in fact interested as much as anyone, and the farmers living upon the banks of the river were not more interested in the matter than himself. It was a great public question, which interested the whole of this part of New Zealand. There should undoubtedly be a main line of road kept open throughout the county and properly bridged if they were to keep pace with the times. (Hear hear). A very large sum of money had been spent upon these bridges, and to let them go into disrepair when they got a little shaky was about the worst policy that any governing body could pursue. It was like a man building a good house, and if he had a poor season or two letting the house go to ruin for the want of a little repairing, and going back to live in the old sod whare of former days. It would be just doing a similar thing to allow those bridges to go to waste. He was sure it only wanted a little pressure upon the governing bodies, and the fact before them that it was the wish of the ratepayers that these bridges should be done, to have the work carried out. It devolved upon their representative on the council to apprise the council of the fact that such an important bridge as the Orari Bridge should not be allowed to go to waste. The bridge was an important one, and opened into an immense tract of country. The Rangitata bridge was now in first-rate repair, and a person travelling along the road left that bridge and came on and found a bridge over a most dangerous river allowed to go to ruin. The country was now in a different position to what it was a few years ago with regard to fording the rivers. Then a person fording the river could go up or down it until he came to a good ford and there cross. Now the land was taken up on both sides of the river, and fenced in, so that a person wishing to cross must either do so at the ford or else be stopped altogether. This was only one amongst many reasons why the Council should keep a line of bridges upon a main line of road. (Hear hear). He did not think the council would be so short sighted as not to carry out the wishes of the ratepayers. If they were, the sooner they left them seats and gave place to men who would try and carry out the wishes of the public the better. It would be suicidal for any public body to allow bridges which had been so urgently needed as to have been erected at such great cost to go out of repair.	[303, 488, 459, 890]
bottom-ads-row	[793, 1181, 1109, 1269]
column-5	[631, 28, 784, 1588]
ad-line: J. BROWN Temuka.	[721, 1352, 782, 1362]
paragraph: Mr Dawson, of Christchurch, made a few remarks, in which he contrasted the town 20 years ago with what it is now. He was greatly pleased with the progress of the town, and especially with the church. He had no doubt that Wesleyan Methodism would now take a front place in the town, and soon more to the front than it had hitherto done.	[141, 60, 294, 128]
paragraph: Mr Maslin seconded the vote of thanks with much pleasure. He knew the ladies had performed their duties well. Mr Butler should also have moved a vote of thanks to the chairman, and, as he had	[4, 1326, 132, 1369]
ad-line: QUITE A REVOLUTION IN THE CORSET TRADE.	[834, 49, 1068, 58]
clothing-factory-ad	[631, 402, 784, 975]
ad-line: OUR	[534, 1105, 556, 1115]
price-row: Fig Bis — 10d per box	[955, 459, 1107, 470]
factory-item: N. Z. CLOTHING FACTORY— Suits made to measure from Colonial Tweeds, from 45s upwards.	[633, 923, 782, 964]
ad-title: BARGAINS! BARGAINS!	[837, 951, 1065, 972]
news-item: Duncan McGregor, of Whakamarama, near Tetai, who has had charges against Judge Rawson, was brought up at the New Plymouth Police Court, yesterday, charged with forgery, on a warrant issued at Wanganui on the information of Mr Turner, manager of the Bank of Australasia. He is said to have forged a promissory note for £20, and was remanded.	[468, 903, 622, 972]
paragraph: The chairman then put the resolution to the meeting, which was carried amidst applause, every hand in the room being held up for it.	[468, 836, 622, 863]
paragraph: The chairman proposed the toast of "The hon. surgeon, Dr Hayes."	[141, 1131, 294, 1149]
factory-item: N. Z. CLOTHING FACTORY— Tweeds, Worsted, Angolas, Oamaru, Ashburton, and Wellington Tweeds—any length cut at Wholesale Price.	[633, 554, 782, 593]
ad-body: THE Undersigned is a CASH PURCHASER of all qualities of the above in any quantities at highest market rates. PREFERENCE GIVEN TO LARGE LOTS. I am prepared to FELLMONGER at Lowest Rates, SKINS on account of Stationholders and others.	[633, 1150, 782, 1202]
paragraph: Mr J. Wharton seconded the resolution.	[311, 947, 427, 957]
paragraph: Sergt. Mason thanked them on behalf of the Army, and Navy, and Volunteers. He felt sure the Volunteers would always do their best, and he was sorry they could not get encouragement. The Government spent a paltry £30 on the South Canterbury encampment, while they gave £200 to the North Canterbury encampment this year. That was poor encouragement, but they would do their duty all the same.	[141, 1055, 294, 1132]
ad-line: I have on Hand and to Arrive a Splendid Selection of FANCY GOODS Suitable for XMAS PRESENTS.	[795, 514, 1101, 524]
price-row: Men's Strong Tweed Coats 10s 6d, worth 15s 6d	[795, 1054, 948, 1065]
column-3	[303, 28, 459, 1588]
beehive-bargains-ad	[793, 947, 1109, 1181]
pye-ad	[793, 199, 1109, 382]
paragraph: A largely attended and thoroughly representative meeting of ratepayers in the Orari Bridge district, was held in the Orari Bridge schoolroom on Thursday evening last. Those present represented a very large area of the district, including settlers from both sides of the bridge, Woodbury, Peel Forest, and Geraldine. Mr F. R. Flatman was voted to the chair, and read the advertisement calling the meeting. He said they all knew his views about the bridges. If one was kept in repair the whole of them should be so kept, and if one were allowed to go down the river then the whole of them should be allowed so. They should not make chalk of one and cheese of another. If the bridges in every part of the county were kept up, then the ratepayers in the Orari bridge district would have to pay their share of the cost. (Hear hear). It interested the county as a whole that there should be a main line of road kept open throughout the county. This had been obtained and bridges erected, and it would be a great pity if these should be now abolished. The money had been borrowed and a great upon them, and they should not now be allowed to fall into decay.	[303, 296, 459, 490]
column-rule	[298, 28, 299, 1593]
advertiser-name: J. W. PYE,	[887, 347, 1015, 370]
